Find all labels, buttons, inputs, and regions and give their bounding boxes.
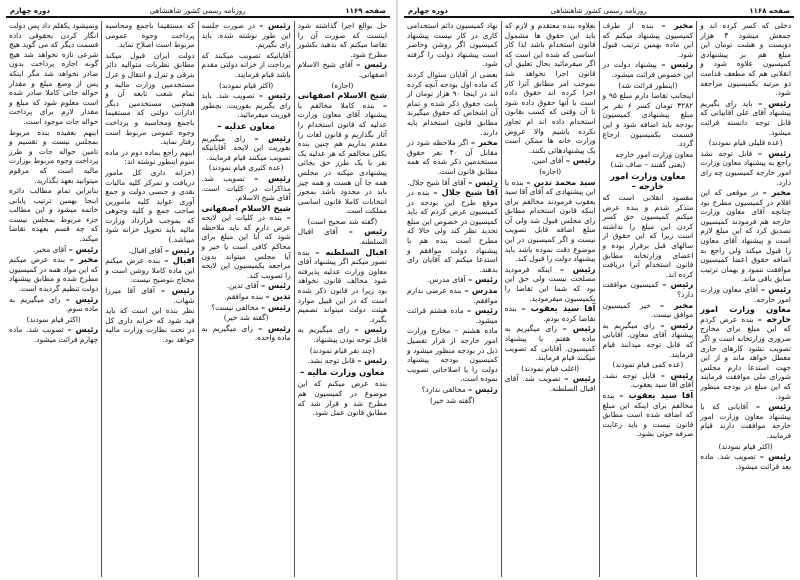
speaker-name: رئیس – bbox=[467, 305, 498, 316]
paragraph: دولت ایران قبول میکند مطابق نظریات متوالیه دائر بترقی و تنزل و انتقال و عزل مستخدمین وزارت مالیه و تمام شعب تابعه آن و همچنین مستخدمین دیگر ادارات دولتی که مستقیما باجمع ومحاسبه و پرداخت وجوه عمومی مربوط است رفتار نماید. bbox=[105, 50, 195, 147]
speech-text: رای میگیریم به ماده واحده. bbox=[201, 323, 291, 343]
parenthetical-note: (گفته شد صحیح است) bbox=[307, 216, 378, 226]
page-left bbox=[0, 0, 398, 580]
speaker-name: شیخ الاسلام اصفهانی – bbox=[201, 202, 291, 223]
speech-text: آقای آقا شیخ جلال. bbox=[407, 177, 466, 187]
speech-paragraph bbox=[407, 385, 498, 395]
speech-text: بنده از طرف کمیسیون پیشنهاد میکنم که این ماده بهمین ترتیب قبول شود. bbox=[602, 21, 694, 59]
speech-paragraph bbox=[505, 156, 596, 166]
speech-text: تصویب شد. باید رای بگیریم بفوریت. بچطور فوریت میفرمائید. bbox=[201, 91, 291, 120]
speech-text: بنده موافقم. bbox=[224, 292, 264, 302]
speech-paragraph bbox=[603, 301, 694, 320]
speech-paragraph bbox=[603, 391, 694, 439]
speech-paragraph bbox=[105, 286, 194, 305]
speech-text: اگر ملاحظه شود در مقابل آن ۴۰ نفر حقوق مستخدمین ذکر شده که همه مطابق قانون است. bbox=[407, 138, 498, 176]
speech-text: رای میگیریم به ماده هفتم با پیشنهاد کمیسیون. آقایانی که تصویب میکنند قیام فرمایند. bbox=[504, 324, 596, 363]
speech-paragraph bbox=[298, 227, 387, 246]
speaker-name: رئیس – bbox=[468, 176, 498, 187]
speaker-name: آقا سید یعقوب – bbox=[619, 389, 694, 400]
speech-paragraph bbox=[298, 60, 387, 79]
speech-text: آقای شیخ الاسلام اصفهانی. bbox=[297, 60, 387, 79]
text-column bbox=[501, 21, 599, 577]
speaker-name: رئیس – bbox=[565, 155, 596, 166]
speech-paragraph bbox=[202, 204, 291, 281]
parenthetical-note: (یعنی گفتند – صاف شد) bbox=[610, 160, 686, 170]
speech-paragraph bbox=[407, 306, 498, 325]
paragraph: نهاد کمیسیون دائم استخدامی کاری در کار نیست پیشنهاد کمیسیون اگر روشن وحاضر است پیشنهاد دولت را گرفته شود. bbox=[407, 21, 498, 69]
speech-paragraph bbox=[202, 21, 291, 50]
speaker-name: رئیس – bbox=[254, 172, 291, 183]
speech-text: ماده هشتم قرائت میشود. bbox=[407, 306, 498, 325]
speech-paragraph bbox=[202, 134, 291, 163]
speech-paragraph bbox=[202, 303, 291, 313]
speech-text: آقای امین. bbox=[531, 156, 564, 166]
text-column bbox=[696, 21, 794, 577]
text-column bbox=[101, 21, 197, 577]
paragraph: دخلی که کسر کرده اند و جمعش میشود ۴ هزار دویست و هشت تومان این مبلغ هم بر پیشنهادی کمیسیون علاوه شود و انقلابی هم که مطعف قدامت دو مرتبه بکمیسیون مراجعه شود. bbox=[700, 21, 791, 98]
session-label: دوره چهارم bbox=[408, 7, 448, 15]
paragraph: ماده هشتم – مخارج وزارت امور خارجه از قرار تفصیل ذیل در بودجه منظور میشود و کمیسیون بودجه پیشنهاد دولت را با اصلاحاتی تصویب نموده است. bbox=[407, 326, 498, 384]
speech-paragraph bbox=[9, 295, 98, 314]
columns bbox=[404, 21, 794, 577]
speaker-name: رئیس – bbox=[357, 355, 387, 366]
page-right bbox=[398, 0, 800, 580]
section-heading: معاون عدلیه – bbox=[217, 120, 275, 131]
speech-text: آقای مخبر. bbox=[32, 244, 67, 254]
speech-text: رای میگیریم به قابل توجه بودن پیشنهاد. bbox=[297, 325, 387, 344]
section-heading: معاون وزارت امور خارجه – bbox=[610, 170, 686, 191]
speech-paragraph bbox=[105, 256, 194, 285]
speaker-name: رئیس – bbox=[562, 323, 596, 334]
speech-paragraph bbox=[603, 321, 694, 359]
speech-text: آقای تدین. bbox=[226, 281, 259, 291]
paragraph: (خزانه داری کل مامور دریافت و تمرکز کلیه مالیات نقدی و جنسی دولت و جمع آوری عواید کلیه مامورین صاحب جمع و کلیه وجوهی که بموجب قرارداد وزارت مالیه باید تحویل خزانه شود میباشد.) bbox=[105, 167, 195, 245]
speech-paragraph bbox=[505, 324, 596, 362]
speaker-name: رئیس – bbox=[758, 97, 791, 108]
page-number: صفحه ۱۱۶۸ bbox=[749, 7, 790, 15]
speech-text: کمیسیون موافقت دارد؟ bbox=[602, 280, 694, 300]
speech-text: خیر کمیسیون موافق نیست. bbox=[602, 300, 694, 320]
speech-paragraph bbox=[407, 178, 498, 188]
speech-text: بنده عرض کردم که این مبلغ برای مخارج ضروری وزارتخانه است و اگر تصویب نشود کارهای جاری معطل خواهد ماند و از این جهت استدعا دارم مجلس شورای ملی موافقت فرمایند که این مبلغ در بودجه منظور شود. bbox=[700, 314, 791, 401]
paragraph: که مستقیما باجمع ومحاسبه پرداخت وجوه عمومی مربوط است اصلاح نماید. bbox=[105, 21, 195, 50]
speech-paragraph bbox=[700, 285, 791, 304]
speaker-name: مخبر – bbox=[69, 254, 99, 265]
text-column bbox=[294, 21, 390, 577]
paragraph: مقصود انقلابی است که متذکر شدم و بنده عرض میکنم کمیسیون حق کسر کردن این مبلغ را نداشته است زیرا که این حقوق از سالهای قبل برقرار بوده و اعضای وزارتخانه مطابق قانون استخدام آنرا دریافت کرده اند. bbox=[602, 193, 694, 279]
parenthetical-note: (عده کثیری قیام نمودند) bbox=[208, 163, 284, 173]
parenthetical-note: (اجازه) bbox=[539, 166, 562, 176]
speech-text: تصویب شد. آقای اقبال السلطنه. bbox=[504, 374, 596, 393]
speaker-name: سید محمد تدین – bbox=[526, 176, 596, 187]
speaker-name: رئیس – bbox=[759, 451, 791, 462]
speech-paragraph bbox=[105, 246, 194, 256]
newspaper-title: روزنامه رسمی کشور شاهنشاهی bbox=[550, 7, 647, 15]
speech-paragraph bbox=[202, 324, 291, 343]
speech-paragraph bbox=[700, 188, 791, 284]
speaker-name: رئیس – bbox=[757, 147, 791, 158]
speaker-name: رئیس – bbox=[259, 90, 291, 101]
speech-paragraph bbox=[298, 325, 387, 344]
speaker-name: مخبر – bbox=[659, 299, 694, 310]
parenthetical-note: (گفته شد خیر) bbox=[429, 395, 475, 405]
speaker-name: اقبال السلطنه – bbox=[315, 246, 387, 257]
text-column bbox=[404, 21, 501, 577]
paragraph: اینهم بعقیده بنده مربوط بمجلس نیست و تقسیم و تامین حواله جات و طرز پرداخت وجوه مربوط بوزارت مالیه است که مرقوم میتوانید بعهد بگذارید. bbox=[9, 127, 99, 185]
speech-paragraph bbox=[505, 304, 596, 323]
speech-paragraph bbox=[603, 371, 694, 390]
speaker-name: مخبر – bbox=[762, 187, 791, 198]
speech-paragraph bbox=[700, 99, 791, 137]
speech-paragraph bbox=[505, 374, 596, 393]
speech-paragraph bbox=[505, 178, 596, 264]
page-header bbox=[6, 4, 390, 18]
paragraph: اینهم راجع بماده دوم در ماده سوم اینطور نوشته اند: bbox=[105, 147, 195, 167]
speaker-name: رئیس – bbox=[67, 324, 99, 335]
speaker-name: رئیس – bbox=[65, 293, 99, 304]
speech-paragraph bbox=[505, 265, 596, 303]
speech-text: رای میگیریم بفوریت این لایحه. آقایانیکه تصویب میکنند قیام فرمایند. bbox=[201, 133, 291, 162]
page-header bbox=[404, 4, 794, 18]
speech-paragraph bbox=[700, 452, 791, 471]
speaker-name: رئیس – bbox=[564, 373, 596, 384]
paragraph: اینجانب تقاضا دارم مبلغ ۹۵ و ۳۲۸۲ تومان کسر ۶ نفر بر مبلغ پیشنهادی کمیسیون بودجه باید اضافه شود و این قسمت بکمیسیون ارجاع گردد. bbox=[602, 91, 694, 149]
speech-text: بنده در موقع طرح این بودجه در کمیسیون عرض کردم که باید کمیسیون در خصوص این مبلغ تجدید نظر کند ولی حالا که مطرح است بنده هم با پیشنهاد دولت موافقم و استدعا میکنم که آقایان رای بدهند. bbox=[407, 188, 498, 274]
speech-paragraph bbox=[202, 281, 291, 291]
speech-text: تصویب شد. ماده بعد قرائت میشود. bbox=[700, 452, 791, 471]
speaker-name: تدین – bbox=[265, 291, 291, 302]
paragraph: آقایانیکه تصویب میکنند که پرداخت از خزانه دولتی مقدم باشد قیام فرمایند. bbox=[201, 50, 291, 79]
columns bbox=[6, 21, 390, 577]
parenthetical-note: (عده کمی قیام نمودند) bbox=[612, 360, 684, 370]
parenthetical-note: (اغلب قیام نمودند) bbox=[521, 363, 580, 373]
speaker-name: شیخ الاسلام اصفهانی – bbox=[297, 90, 387, 110]
page-number: صفحه ۱۱۶۹ bbox=[345, 7, 386, 15]
speech-paragraph bbox=[700, 305, 791, 401]
speaker-name: رئیس – bbox=[254, 132, 291, 143]
speech-paragraph bbox=[603, 21, 694, 59]
speech-text: در صورت جلسه این طور نوشته شده. باید رای بگیریم. bbox=[201, 21, 291, 50]
speech-text: بنده تقاضا کرده بودم. bbox=[504, 304, 596, 323]
paragraph: نظر بنده این است که باید قید شود که خزانه داری کل در تحت نظارت وزارت مالیه خواهد بود. bbox=[105, 306, 195, 344]
speaker-name: رئیس – bbox=[468, 274, 498, 285]
speech-text: پیشنهاد دولت در این خصوص قرائت میشود. bbox=[602, 60, 694, 79]
speech-paragraph bbox=[407, 138, 498, 176]
speech-text: بنده با این پیشنهادی که آقای آقا سید یعقوب فرمودند مخالفم برای اینکه قانون استخدام مطابق رای مجلس قبول شد ولی آن مبلغ اضافه قابل تصویب نیست و اگر کمیسیون در این موضوع دقت نموده باشد باید پیشنهاد دولت را قبول کند. bbox=[504, 177, 596, 264]
speech-text: مخالفی نیست؟ bbox=[211, 302, 259, 312]
parenthetical-note: (اجازه) bbox=[331, 80, 354, 90]
speech-text: بنده تصور میکنم اگر پیشنهاد آقای معاون وزارت عدلیه پذیرفته شود مخالف قانون نخواهد بود زیرا در قانون ذکر شده است که در این قبیل موارد هیئت دولت میتواند تصمیم بگیرد. bbox=[297, 247, 387, 324]
paragraph: حل بوالع اجرا گذاشته شود اینست که صورت آن را تقاضا میکنم که بدهید بکشور مطرح شود. bbox=[297, 21, 387, 59]
parenthetical-note: (اکثر قیام نمودند) bbox=[218, 80, 274, 90]
paragraph: ونمیشود یکقلم داد پس دولت انگار کردن بحقوقی داده قسمت دیگر که می گوید هیچ شرعی تازه نخواهد شد هیچ گونه اجازه پرداخت بدون صادر نخواهد شد مگر اینکه پس از وضع مبلغ و مقدار حواله جاتی کاملا صادر شده است معلوم شود که مبلغ و مقدار لازم برای پرداخت حواله جات موجود است. bbox=[9, 21, 99, 126]
speaker-name: آقا سید یعقوب – bbox=[521, 303, 596, 314]
speech-paragraph bbox=[298, 356, 387, 366]
speaker-name: رئیس – bbox=[356, 59, 387, 70]
speech-text: اینکه فرمودید مصلحت نیست ولی حق این بود که شما این تقاضا را بکمیسیون میفرمودید. bbox=[504, 264, 596, 303]
speech-text: قابل توجه نشد. آقای آقا سید یعقوب. bbox=[602, 370, 694, 390]
speech-text: آقای آقا میرزا شهاب. bbox=[105, 286, 195, 305]
speaker-name: رئیس – bbox=[755, 401, 791, 412]
speech-paragraph bbox=[9, 325, 98, 344]
speaker-name: معاون وزارت امور خارجه – bbox=[700, 304, 792, 324]
speech-text: قابل توجه نشد. bbox=[307, 356, 355, 366]
parenthetical-note: (چند نفر قیام نمودند) bbox=[309, 345, 376, 355]
speech-text: آقای اقبال السلطنه. bbox=[297, 227, 387, 247]
speech-paragraph bbox=[202, 91, 291, 120]
speech-text: رای میگیریم به ماده سوم. bbox=[9, 294, 99, 314]
speech-paragraph bbox=[700, 149, 791, 187]
paragraph: بنابراین تمام مطالب دائره اینجا بهمین ترتیب پایانی خاتمه میشود و این مطالب جزء مربوط بمجلس نیست که چه قسم بعهده تقاضا میکند. bbox=[9, 186, 99, 244]
speaker-name: رئیس – bbox=[662, 279, 694, 290]
speaker-name: رئیس – bbox=[348, 226, 387, 237]
text-column bbox=[198, 21, 294, 577]
speech-paragraph bbox=[603, 280, 694, 299]
speaker-name: رئیس – bbox=[261, 301, 291, 312]
speech-text: تصویب شد. ماده چهارم قرائت میشود. bbox=[9, 325, 99, 344]
speech-text: قابل توجه نشد راجع به پیشنهاد معاون وزارت امور خارجه کمیسیون چه رای دارد. bbox=[700, 148, 791, 187]
speech-text: آقای مدرس. bbox=[426, 275, 466, 285]
speech-paragraph bbox=[9, 245, 98, 255]
speaker-name: رئیس – bbox=[354, 324, 387, 335]
paragraph: بعضی از آقایان سئوال کردند که ماده اول بودجه آنچه کرده اند در اینجا ۹۰ هزار تومان از بابت حقوق ذکر شده و تمام آن اشخاص که حقوق میگیرند مطابق قانون استخدام پایه دارند. bbox=[407, 69, 498, 137]
speaker-name: رئیس – bbox=[68, 243, 99, 254]
speech-text: تصویب شد. مذاکرات در کلیات است. آقای شیخ الاسلام. bbox=[201, 173, 291, 203]
text-column bbox=[6, 21, 101, 577]
speaker-name: رئیس – bbox=[258, 322, 291, 333]
speech-paragraph bbox=[298, 91, 387, 216]
speech-paragraph bbox=[603, 60, 694, 79]
speech-paragraph bbox=[9, 255, 98, 293]
speaker-name: رئیس – bbox=[259, 21, 291, 30]
text-column bbox=[599, 21, 697, 577]
speaker-name: مدرس – bbox=[464, 285, 498, 296]
speech-text: باید رای بگیریم پیشنهاد آقای علی آقاییانی که قابل توجه دانسته قرائت میشود. bbox=[700, 98, 791, 137]
speech-text: مخالفی ندارد؟ bbox=[421, 384, 466, 394]
speaker-name: اقبال – bbox=[164, 255, 195, 266]
paragraph: بنده عرض میکنم که این موضوع در کمیسیون هم مطرح شد و قرار شد که مطابق قانون عمل شود. bbox=[297, 379, 387, 418]
speaker-name: رئیس – bbox=[760, 284, 792, 295]
speaker-name: مخبر – bbox=[470, 137, 498, 148]
speaker-name: رئیس – bbox=[261, 280, 291, 291]
parenthetical-note: (اینطور قرائت شد) bbox=[618, 80, 678, 90]
newspaper-title: روزنامه رسمی کشور شاهنشاهی bbox=[149, 7, 246, 15]
speech-paragraph bbox=[700, 402, 791, 440]
speech-paragraph bbox=[407, 286, 498, 305]
speech-text: بنده عرضی ندارم موافقم. bbox=[407, 286, 498, 305]
speech-text: آقایانی که با پیشنهاد معاون وزارت امور خارجه موافقت دارند قیام فرمایند. bbox=[700, 402, 791, 440]
speaker-name: آقا شیخ جلال – bbox=[433, 187, 498, 198]
speaker-name: رئیس – bbox=[661, 59, 694, 70]
parenthetical-note: (گفته شد خیر) bbox=[223, 313, 269, 323]
speech-paragraph bbox=[407, 275, 498, 285]
speaker-name: رئیس – bbox=[164, 244, 195, 255]
paragraph: بعلاوه بنده معتقدم و لازم که باید این حقوق ها مشمول قانون استخدام باشد لذا کار اساسی که شده این است که اگر میفرمائید بحال تعلیق آن قانون اجرا نخواهد شد بموجب امر مطابق آنرا کار اجرا کرده اند حقوق داده است با آنها حقوق داده شود تا آن وقتی که کسب بقانون استخدام داده اند ام تجاوز نکرده باشیم والا عروض وزارت خانه ها ممکن است یک پیشنهادهائی بکنند. bbox=[504, 21, 596, 155]
speaker-name: مخبر – bbox=[661, 21, 694, 30]
parenthetical-note: (اکثر قیام نمودند) bbox=[26, 314, 81, 324]
parenthetical-note: (اکثر قیام نمودند) bbox=[718, 441, 773, 451]
speech-text: بنده عرض میکنم که این مواد همه در کمیسیون مطرح شده و مطابق پیشنهاد دولت تنظیم گردیده است. bbox=[9, 255, 99, 294]
speech-text: آقای معاون وزارت امور خارجه. bbox=[700, 285, 791, 304]
speaker-name: رئیس – bbox=[660, 369, 694, 380]
speaker-name: رئیس – bbox=[660, 319, 694, 330]
speech-text: رای میگیریم به پیشنهاد آقای معاون. آقایانی که قابل توجه میدانند قیام فرمایند. bbox=[602, 320, 694, 359]
speech-text: بنده عرض میکنم این ماده کاملا روشن است و محتاج بتوضیح نیست. bbox=[105, 256, 195, 285]
section-heading: معاون وزارت مالیه – bbox=[300, 366, 385, 377]
speech-text: بنده در کلیات این لایحه عرض دارم که باید ملاحظه شود که آیا این مبلغ برای محاکم کافی است یا خیر و آیا مجلس میتواند بدون مراجعه بکمیسیون این لایحه را تصویب کند. bbox=[201, 213, 291, 280]
speech-paragraph bbox=[298, 248, 387, 325]
speech-paragraph bbox=[202, 292, 291, 302]
speaker-name: رئیس – bbox=[468, 383, 498, 394]
speaker-name: رئیس – bbox=[560, 263, 596, 274]
session-label: دوره چهارم bbox=[10, 7, 50, 15]
speech-text: در موقعی که این اقلام در کمیسیون مطرح بود چنانچه آقای معاون وزارت خارجه هم فرمودند کمیسیون تصدیق کرد که این مبلغ لازم است و پیشنهاد آقای معاون را قبول میکند ولی راجع به اضافه حقوق اعضا کمیسیون موافقت ننمود و بهمان ترتیب سابق باقی ماند. bbox=[700, 188, 791, 284]
speech-paragraph bbox=[407, 188, 498, 274]
speaker-name: رئیس – bbox=[161, 285, 195, 296]
paragraph: معاون وزارت امور خارجه bbox=[615, 149, 694, 159]
speech-text: آقای اقبال. bbox=[128, 245, 163, 255]
speech-text: بنده کاملا مخالفم با پیشنهاد آقای معاون وزارت عدلیه که قانون استخدام را آثار بگذاریم و قانون لغات را مقدم بداریم هم چنین بنده بکلی مخالفم که هر عدلیه یک نفر با یک طرز حق بجائی پیشنهادی میکنه در مجلس همه جا آن هست و همه چیز باید در محدود باشد بمجوز انتخابات کاملا قانون اساسی مملکت است. bbox=[297, 100, 387, 216]
parenthetical-note: (عده قلیلی قیام نمودند) bbox=[708, 138, 783, 148]
speech-text: بنده مخالفم برای اینکه این مبلغ که اضافه شده است مطابق قانون نیست و باید رعایت صرفه جوئی بشود. bbox=[602, 390, 694, 439]
speech-paragraph bbox=[202, 174, 291, 203]
